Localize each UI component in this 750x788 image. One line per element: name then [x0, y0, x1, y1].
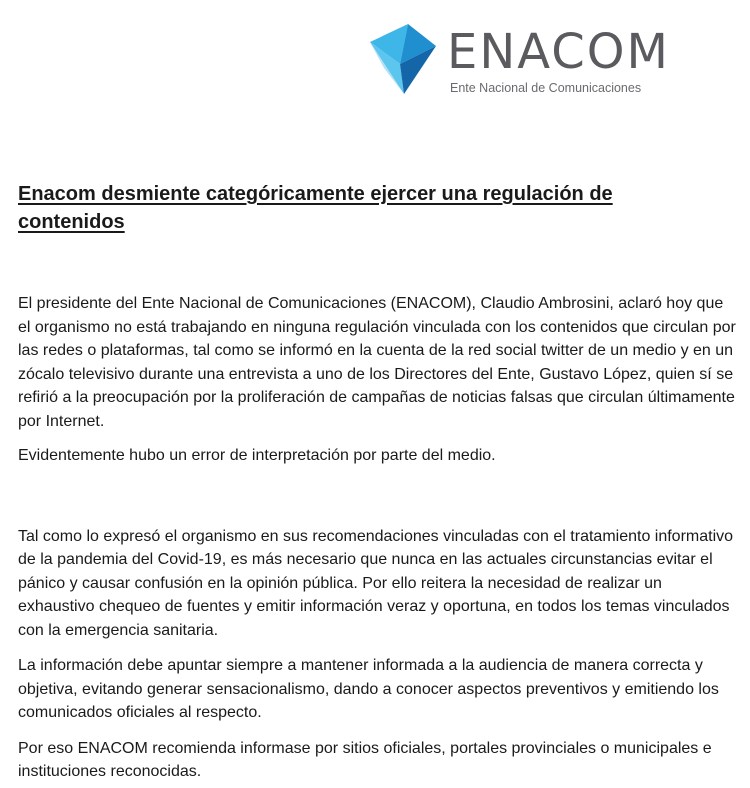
paragraph-3: Tal como lo expresó el organismo en sus recomendaciones vinculadas con el tratamiento informativo de la pandemia del Covid-19, es más necesario que nunca en las actuales circunstancias evitar el pánico y causar confusión en la opinión pública. Por ello reitera la necesidad de realizar un exhaustivo chequeo de fuentes y emitir información veraz y oportuna, en todos los temas vinculados con la emergencia sanitaria.	[18, 527, 734, 639]
logo-tagline: Ente Nacional de Comunicaciones	[450, 81, 642, 95]
enacom-prism-icon	[370, 24, 438, 96]
paragraph-5: Por eso ENACOM recomienda informase por sitios oficiales, portales provinciales o municipales e instituciones reconocidas.	[18, 739, 712, 780]
logo-wordmark: ENACOM	[447, 24, 670, 80]
paragraph-4: La información debe apuntar siempre a mantener informada a la audiencia de manera correcta y objetiva, evitando generar sensacionalismo, dando a conocer aspectos preventivos y emitiendo los comunicados oficiales al respecto.	[18, 657, 719, 721]
press-release	[18, 180, 736, 784]
enacom-logo	[370, 22, 690, 102]
title-line-1: Enacom desmiente categóricamente ejercer una regulación de	[18, 183, 613, 205]
document-title	[18, 180, 736, 236]
title-line-2: contenidos	[18, 211, 125, 233]
paragraph-2: Evidentemente hubo un error de interpretación por parte del medio.	[18, 447, 496, 464]
paragraph-1: El presidente del Ente Nacional de Comunicaciones (ENACOM), Claudio Ambrosini, aclaró hoy que el organismo no está trabajando en ninguna regulación vinculada con los contenidos que circulan por las redes o plataformas, tal como se informó en la cuenta de la red social twitter de un medio y en un zócalo televisivo durante una entrevista a uno de los Directores del Ente, Gustavo López, quien sí se refirió a la preocupación por la proliferación de campañas de noticias falsas que circulan últimamente por Internet.	[18, 295, 736, 430]
